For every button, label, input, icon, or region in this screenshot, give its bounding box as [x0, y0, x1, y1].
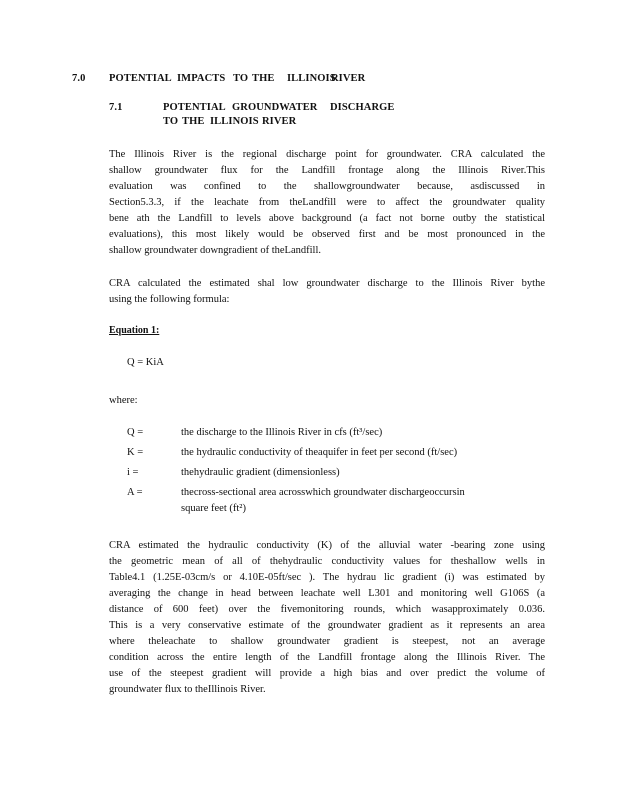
paragraph-line: evaluation was confined to the shallowgroundwater because, asdiscussed in — [109, 181, 545, 192]
paragraph-formula-intro — [109, 276, 545, 308]
definition-text — [181, 465, 536, 481]
subsection-title-word: GROUNDWATER — [232, 102, 318, 113]
equation-formula: Q = KiA — [127, 357, 164, 368]
subsection-title-word: RIVER — [262, 116, 297, 127]
paragraph-line: Section5.3.3, if the leachate from theLandfill were to affect the groundwater quality — [109, 197, 545, 208]
section-title-word: TO — [233, 73, 249, 84]
subsection-title-word: TO — [163, 116, 179, 127]
paragraph-line: the geometric mean of all of thehydraulic conductivity values for theshallow wells in — [109, 556, 545, 567]
definition-symbol: K = — [127, 447, 144, 458]
paragraph-line: CRA calculated the estimated shal low groundwater discharge to the Illinois River bythe — [109, 278, 545, 289]
paragraph-line: Table4.1 (1.25E-03cm/s or 4.10E-05ft/sec ). The hydrau lic gradient (i) was estimated by — [109, 572, 545, 583]
paragraph-line: bene ath the Landfill to levels above background (a fact not borne outby the statistical — [109, 213, 545, 224]
definition-text — [181, 445, 536, 461]
paragraph-line: CRA estimated the hydraulic conductivity (K) of the alluvial water -bearing zone using — [109, 540, 545, 551]
subsection-title-word: THE — [182, 116, 205, 127]
definition-line: thecross-sectional area acrosswhich groundwater dischargeoccursin — [181, 487, 465, 498]
subsection-title-word: POTENTIAL — [163, 102, 226, 113]
definition-symbol: A = — [127, 487, 143, 498]
definition-symbol: Q = — [127, 427, 144, 438]
subsection-title-word: DISCHARGE — [330, 102, 395, 113]
section-number: 7.0 — [72, 73, 86, 84]
definition-text — [181, 425, 536, 441]
paragraph-line: groundwater flux to theIllinois River. — [109, 684, 266, 695]
paragraph-line: using the following formula: — [109, 294, 230, 305]
paragraph-line: averaging the change in head between leachate well L301 and monitoring well G106S (a — [109, 588, 545, 599]
definition-line: the hydraulic conductivity of theaquifer in feet per second (ft/sec) — [181, 447, 458, 458]
where-label: where: — [109, 395, 138, 406]
subsection-title-word: ILLINOIS — [210, 116, 259, 127]
section-title-word: POTENTIAL — [109, 73, 172, 84]
paragraph-line: evaluations), this most likely would be observed first and be most pronounced in the — [109, 229, 545, 240]
definition-line: thehydraulic gradient (dimensionless) — [181, 467, 340, 478]
paragraph-intro — [109, 147, 545, 259]
definition-line: the discharge to the Illinois River in cfs (ft³/sec) — [181, 427, 383, 438]
section-title-word: ILLINOIS — [287, 73, 336, 84]
definition-line: square feet (ft²) — [181, 503, 246, 514]
paragraph-line: where theleachate to shallow groundwater gradient is steepest, not an average — [109, 636, 545, 647]
section-title-word: THE — [252, 73, 275, 84]
paragraph-line: condition across the entire length of the Landfill frontage along the Illinois River. The — [109, 652, 545, 663]
paragraph-line: The Illinois River is the regional discharge point for groundwater. CRA calculated the — [109, 149, 545, 160]
equation-label: Equation 1: — [109, 325, 160, 336]
definition-symbol: i = — [127, 467, 139, 478]
paragraph-line: This is a very conservative estimate of the groundwater gradient as it represents an area — [109, 620, 545, 631]
paragraph-line: shallow groundwater flux for the Landfill frontage along the Illinois River.This — [109, 165, 545, 176]
subsection-number: 7.1 — [109, 102, 123, 113]
paragraph-method — [109, 538, 545, 698]
section-title-word: IMPACTS — [177, 73, 226, 84]
section-title-word: RIVER — [331, 73, 366, 84]
paragraph-line: shallow groundwater downgradient of theLandfill. — [109, 245, 321, 256]
definition-text — [181, 485, 536, 517]
paragraph-line: distance of 600 feet) over the fivemonitoring rounds, which wasapproximately 0.036. — [109, 604, 545, 615]
paragraph-line: use of the steepest gradient will provide a high bias and over predict the volume of — [109, 668, 545, 679]
